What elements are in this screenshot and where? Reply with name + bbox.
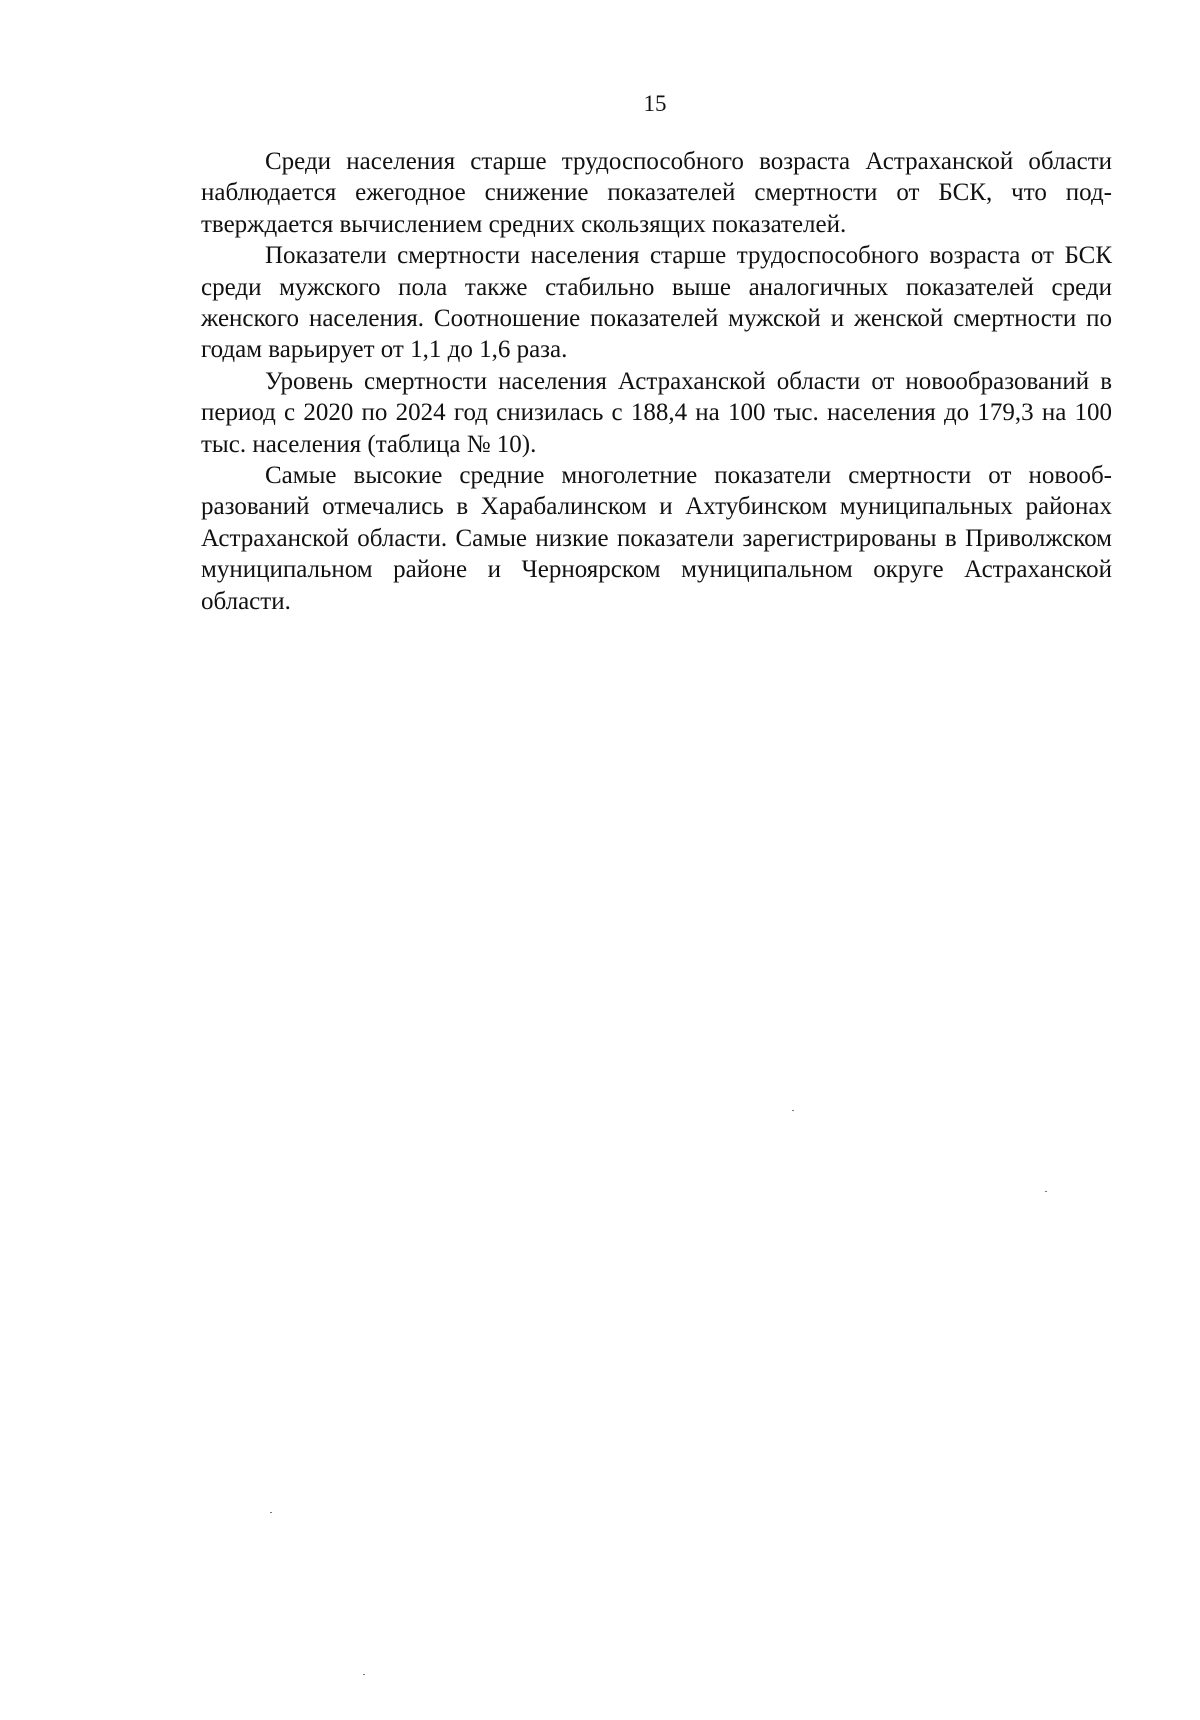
body-text bbox=[201, 146, 1112, 617]
paragraph-2: Показатели смертности населения старше трудоспособного возраста от БСК среди мужского пола также стабильно выше аналогичных показателей среди женского населения. Соотношение показателей мужской и женской смертности по годам варьирует от 1,1 до 1,6 раза. bbox=[201, 242, 1112, 364]
paragraph-1: Среди населения старше трудоспособного возраста Астраханской области наблюдается ежегодное снижение показателей смертности от БСК, что подтверждается вычислением средних скользящих показателей. bbox=[201, 148, 1112, 238]
scan-speck bbox=[1045, 1191, 1047, 1192]
page-number: 15 bbox=[643, 91, 667, 116]
paragraph-3: Уровень смертности населения Астраханской области от новообразований в период с 2020 по 2024 год снизилась с 188,4 на 100 тыс. населения до 179,3 на 100 тыс. населения (таблица № 10). bbox=[201, 367, 1112, 458]
scan-speck bbox=[363, 1674, 365, 1675]
scan-speck bbox=[792, 1110, 794, 1111]
paragraph-4: Самые высокие средние многолетние показатели смертности от новообразований отмечались в Харабалинском и Ахтубинском муниципальных районах Астраханской области. Самые низкие показатели зарегистрированы в Приволжском муниципальном районе и Черноярском муниципальном округе Астраханской области. bbox=[201, 462, 1112, 615]
scan-speck bbox=[270, 1512, 272, 1513]
